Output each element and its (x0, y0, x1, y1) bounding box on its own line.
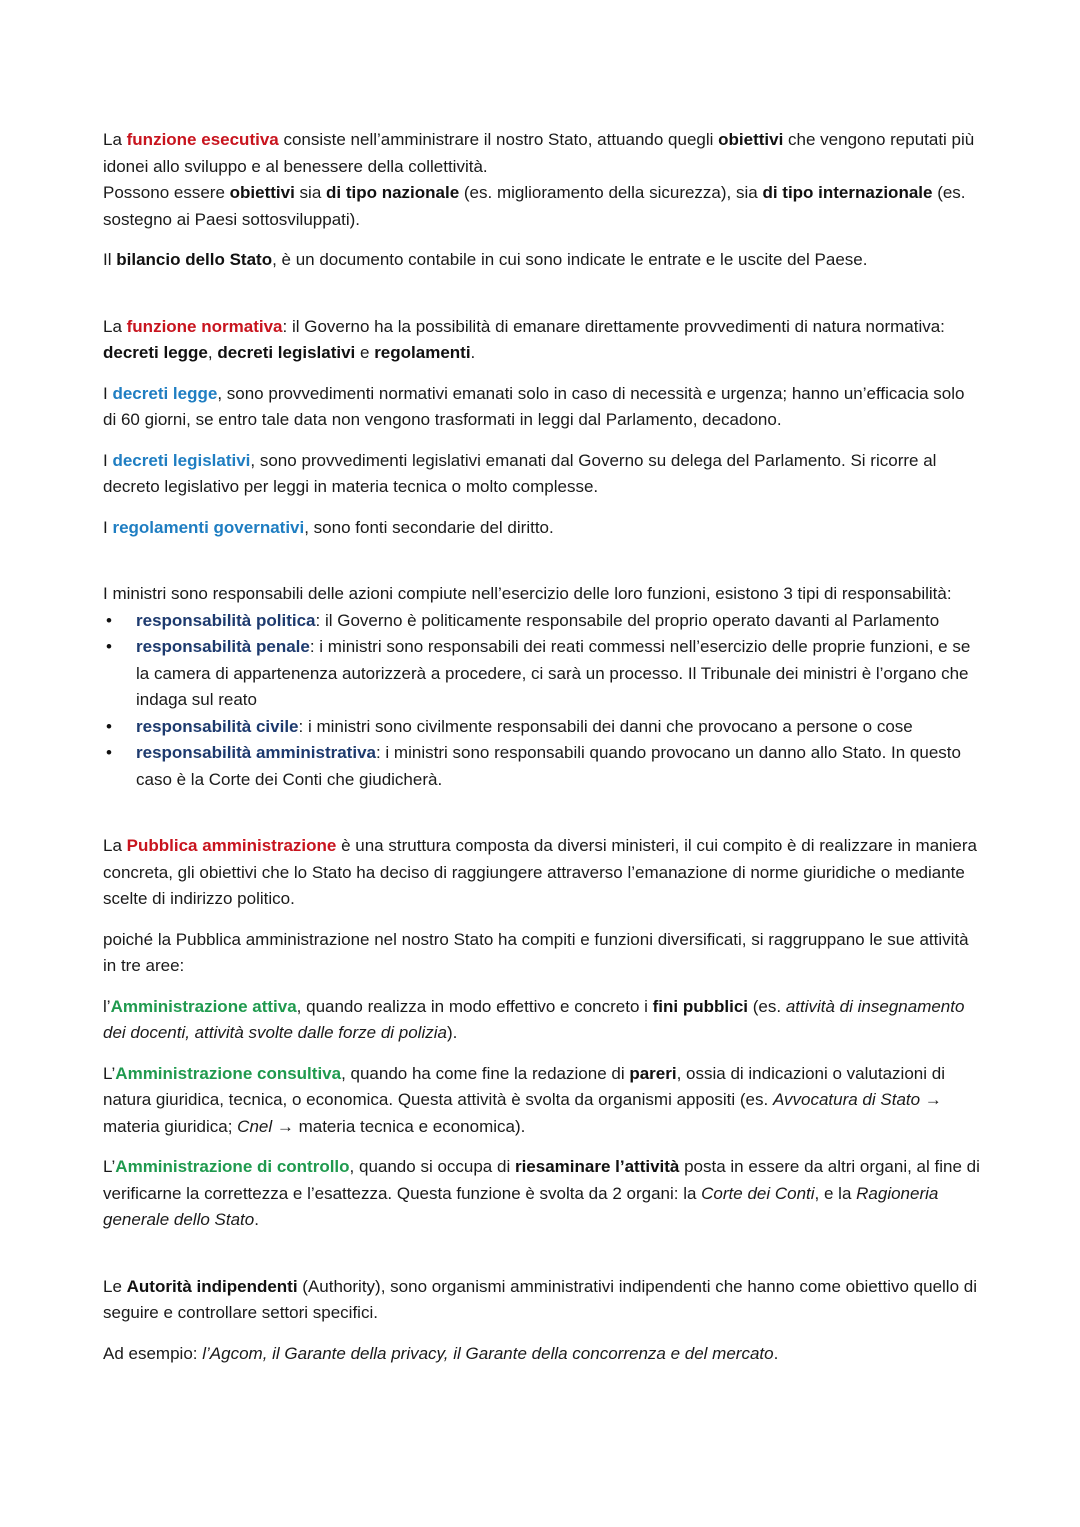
list-item: • responsabilità politica: il Governo è politicamente responsabile del proprio operato davanti al Parlamento (103, 608, 980, 635)
term-decreti-legge: decreti legge (112, 383, 218, 403)
list-item: • responsabilità penale: i ministri sono responsabili dei reati commessi nell’esercizio delle proprie funzioni, e se la camera di appartenenza autorizzerà a procedere, ci sarà un processo. Il Tribunale dei ministri è l’organo che indaga sul reato (103, 634, 980, 714)
term-funzione-normativa: funzione normativa (126, 316, 283, 336)
paragraph-bilancio: Il bilancio dello Stato, è un documento contabile in cui sono indicate le entrate e le uscite del Paese. (103, 250, 868, 269)
bullet-icon: • (106, 743, 112, 762)
bullet-icon: • (106, 637, 112, 656)
paragraph-decreti-legislativi: I decreti legislativi, sono provvedimenti legislativi emanati dal Governo su delega del Parlamento. Si ricorre al decreto legislativo per leggi in materia tecnica o molto complesse. (103, 450, 937, 496)
bullet-icon: • (106, 716, 112, 736)
paragraph-esempio: Ad esempio: l’Agcom, il Garante della privacy, il Garante della concorrenza e del mercato. (103, 1343, 779, 1363)
paragraph-funzione-normativa: La funzione normativa: il Governo ha la possibilità di emanare direttamente provvedimenti di natura normativa: decreti legge, decreti legislativi e regolamenti. (103, 316, 945, 362)
paragraph-autorita-indipendenti: Le Autorità indipendenti (Authority), sono organismi amministrativi indipendenti che hanno come obiettivo quello di seguire e controllare settori specifici. (103, 1276, 977, 1322)
term-regolamenti-governativi: regolamenti governativi (112, 517, 305, 537)
responsibility-list (103, 608, 980, 794)
list-item: • responsabilità civile: i ministri sono civilmente responsabili dei danni che provocano a persone o cose (103, 714, 980, 741)
term-pubblica-amministrazione: Pubblica amministrazione (126, 836, 337, 855)
paragraph-decreti-legge: I decreti legge, sono provvedimenti normativi emanati solo in caso di necessità e urgenza; hanno un’efficacia solo di 60 giorni, se entro tale data non vengono trasformati in leggi dal Parlamento, decadono. (103, 383, 965, 429)
term-tipo-internazionale: di tipo internazionale (762, 183, 933, 202)
term-bilancio: bilancio dello Stato (116, 250, 273, 269)
term-funzione-esecutiva: funzione esecutiva (126, 130, 279, 149)
paragraph-amministrazione-consultiva: L’Amministrazione consultiva, quando ha come fine la redazione di pareri, ossia di indicazioni o valutazioni di natura giuridica, tecnica, o economica. Questa attività è svolta da organismi appositi (es. Avvocatura di Stato → materia giuridica; Cnel → materia tecnica e economica). (103, 1063, 945, 1136)
term-autorita-indipendenti: Autorità indipendenti (126, 1276, 298, 1296)
term-tipo-nazionale: di tipo nazionale (326, 183, 460, 202)
term-amministrazione-consultiva: Amministrazione consultiva (115, 1063, 342, 1083)
paragraph-regolamenti: I regolamenti governativi, sono fonti secondarie del diritto. (103, 517, 554, 537)
paragraph-ministri: I ministri sono responsabili delle azioni compiute nell’esercizio delle loro funzioni, esistono 3 tipi di responsabilità: (103, 584, 952, 603)
paragraph-obiettivi: Possono essere obiettivi sia di tipo nazionale (es. miglioramento della sicurezza), sia di tipo internazionale (es. sostegno ai Paesi sottosviluppati). (103, 183, 966, 229)
term-obiettivi: obiettivi (718, 130, 784, 149)
paragraph-pubblica-amministrazione: La Pubblica amministrazione è una struttura composta da diversi ministeri, il cui compito è di realizzare in maniera concreta, gli obiettivi che lo Stato ha deciso di raggiungere attraverso l’emanazione di norme giuridiche o mediante scelte di indirizzo politico. (103, 836, 977, 908)
bullet-icon: • (106, 610, 112, 630)
paragraph-amministrazione-attiva: l’Amministrazione attiva, quando realizza in modo effettivo e concreto i fini pubblici (es. attività di insegnamento dei docenti, attività svolte dalle forze di polizia). (103, 996, 965, 1042)
list-item: • responsabilità amministrativa: i ministri sono responsabili quando provocano un danno allo Stato. In questo caso è la Corte dei Conti che giudicherà. (103, 740, 980, 793)
paragraph-funzione-esecutiva: La funzione esecutiva consiste nell’amministrare il nostro Stato, attuando quegli obiettivi che vengono reputati più idonei allo sviluppo e al benessere della collettività. (103, 130, 975, 176)
paragraph-amministrazione-controllo: L’Amministrazione di controllo, quando si occupa di riesaminare l’attività posta in essere da altri organi, al fine di verificarne la correttezza e l’esattezza. Questa funzione è svolta da 2 organi: la Corte dei Conti, e la Ragioneria generale dello Stato. (103, 1157, 980, 1229)
term-amministrazione-controllo: Amministrazione di controllo (115, 1157, 350, 1176)
paragraph-tre-aree: poiché la Pubblica amministrazione nel nostro Stato ha compiti e funzioni diversificati, si raggruppano le sue attività in tre aree: (103, 929, 969, 975)
term-decreti-legislativi: decreti legislativi (112, 450, 251, 470)
term-amministrazione-attiva: Amministrazione attiva (110, 996, 297, 1016)
